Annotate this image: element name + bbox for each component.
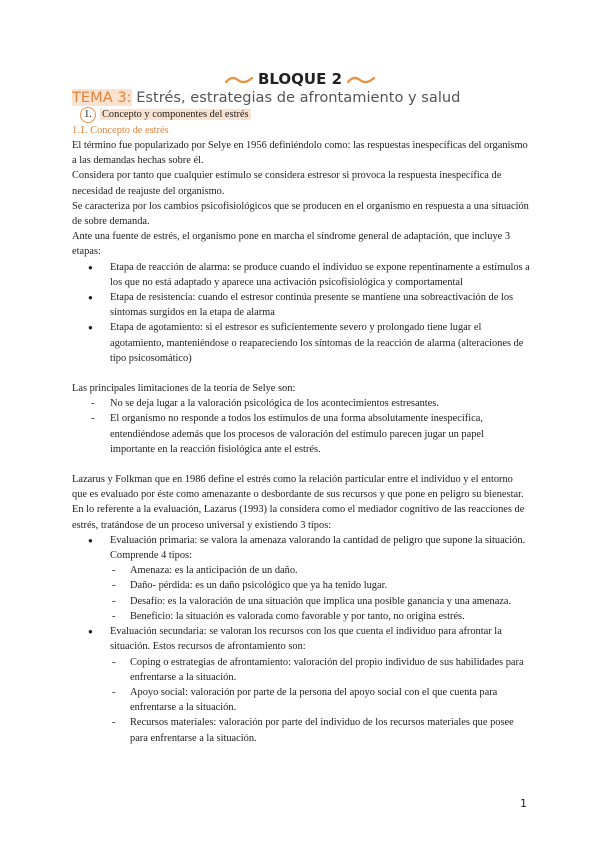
sub-list-item: - Apoyo social: valoración por parte de la persona del apoyo social con el que cuenta para enfrentarse a la situación. xyxy=(110,685,530,715)
list-item: - El organismo no responde a todos los estímulos de una forma absolutamente inespecífica, entendiéndose además que los procesos de valoración del estímulo parecen jugar un papel importante en la reacción fisiológica ante el estrés. xyxy=(72,411,530,457)
topic-label: TEMA 3: xyxy=(72,89,132,106)
sub-list xyxy=(110,563,530,624)
section-title: Concepto y componentes del estrés xyxy=(102,109,249,120)
list-item-text: Evaluación secundaria: se valoran los recursos con los que cuenta el individuo para afrontar la situación. Estos recursos de afrontamiento son: xyxy=(110,626,502,653)
paragraph: Ante una fuente de estrés, el organismo pone en marcha el síndrome general de adaptación, que incluye 3 etapas: xyxy=(72,231,511,258)
limitations-list xyxy=(72,396,530,457)
section-heading xyxy=(80,107,251,123)
paragraph: En lo referente a la evaluación, Lazarus (1993) la considera como el mediador cognitivo de las reacciones de estrés, tratándose de un proceso universal y existiendo 3 tipos: xyxy=(72,504,525,531)
subsection-heading: 1.1. Concepto de estrés xyxy=(72,125,169,136)
list-item: ● Etapa de agotamiento: si el estresor es suficientemente severo y prolongado tiene lugar el agotamiento, manteniéndose o reapareciendo los síntomas de la reacción de alarma (alteraciones de tipo psicosomático) xyxy=(72,320,530,366)
sub-list-item: - Amenaza: es la anticipación de un daño. xyxy=(110,563,530,578)
sub-list-item: - Daño- pérdida: es un daño psicológico que ya ha tenido lugar. xyxy=(110,578,530,593)
list-item: ● Etapa de reacción de alarma: se produce cuando el individuo se expone repentinamente a estímulos a los que no está adaptado y aparece una activación psicofisiológica y comportamental xyxy=(72,260,530,290)
block-header xyxy=(0,69,600,89)
stages-list xyxy=(72,260,530,366)
paragraph: Las principales limitaciones de la teoría de Selye son: xyxy=(72,383,296,395)
paragraph: Considera por tanto que cualquier estímulo se considera estresor si provoca la respuesta inespecífica de necesidad de reajuste del organismo. xyxy=(72,170,502,197)
page-number: 1 xyxy=(520,797,527,810)
list-item xyxy=(72,533,530,624)
sub-list-item: - Beneficio: la situación es valorada como favorable y por tanto, no origina estrés. xyxy=(110,609,530,624)
sub-list xyxy=(110,655,530,746)
topic-title xyxy=(72,88,460,108)
section-number: 1. xyxy=(80,107,96,123)
block-title: BLOQUE 2 xyxy=(257,70,343,88)
list-item: ● Etapa de resistencia: cuando el estresor continúa presente se mantiene una sobreactivación de los síntomas surgidos en la etapa de alarma xyxy=(72,290,530,320)
sub-list-item: - Recursos materiales: valoración por parte del individuo de los recursos materiales que posee para enfrentarse a la situación. xyxy=(110,715,530,745)
list-item: - No se deja lugar a la valoración psicológica de los acontecimientos estresantes. xyxy=(72,396,530,411)
squiggle-right-icon xyxy=(346,75,376,85)
list-item xyxy=(72,624,530,746)
sub-list-item: - Desafío: es la valoración de una situación que implica una posible ganancia y una amenaza. xyxy=(110,594,530,609)
document-body xyxy=(72,138,530,746)
paragraph: Lazarus y Folkman que en 1986 define el estrés como la relación particular entre el individuo y el entorno que es evaluado por éste como amenazante o desbordante de sus recursos y que pone en peligro su bienestar. xyxy=(72,474,524,501)
topic-name: Estrés, estrategias de afrontamiento y salud xyxy=(131,89,461,106)
evaluations-list xyxy=(72,533,530,746)
squiggle-left-icon xyxy=(224,75,254,85)
list-item-text: Evaluación primaria: se valora la amenaza valorando la cantidad de peligro que supone la situación. Comprende 4 tipos: xyxy=(110,534,526,562)
paragraph: El término fue popularizado por Selye en 1956 definiéndolo como: las respuestas inespecíficas del organismo a las demandas hechas sobre él. xyxy=(72,140,528,167)
sub-list-item: - Coping o estrategias de afrontamiento: valoración del propio individuo de sus habilidades para enfrentarse a la situación. xyxy=(110,655,530,685)
paragraph: Se caracteriza por los cambios psicofisiológicos que se producen en el organismo en respuesta a una situación de sobre demanda. xyxy=(72,200,529,228)
